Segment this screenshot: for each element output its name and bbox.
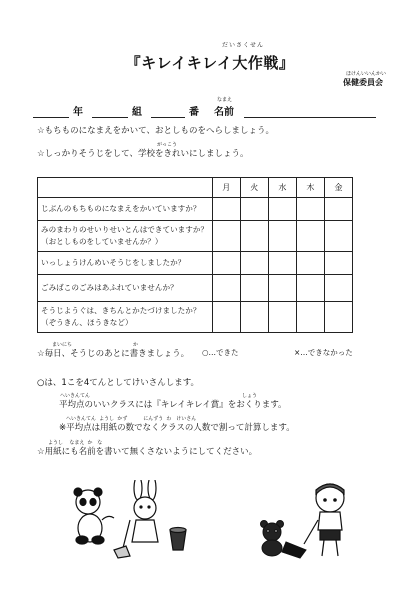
class-blank[interactable] xyxy=(92,105,128,118)
check-cell[interactable] xyxy=(296,302,324,333)
intro-line-1: ☆もちものになまえをかいて、おとしものをへらしましょう。 xyxy=(37,126,274,136)
question-text: そうじようぐは、きちんとかたづけましたか？ xyxy=(41,306,201,315)
name-label: 名前 xyxy=(214,107,234,118)
check-cell[interactable] xyxy=(296,221,324,252)
intro-line-2: ☆しっかりそうじをして、学校をきれいにしましょう。 xyxy=(37,149,249,159)
day-header-wed: 水 xyxy=(268,178,296,198)
check-cell[interactable] xyxy=(212,198,240,221)
check-cell[interactable] xyxy=(212,275,240,302)
daily-ruby-1: まいにち xyxy=(52,342,73,348)
boy-illustration xyxy=(304,484,344,556)
check-cell[interactable] xyxy=(240,198,268,221)
question-text: みのまわりのせいりせいとんはできていますか？ xyxy=(41,225,209,234)
table-row xyxy=(38,252,353,275)
day-header-fri: 金 xyxy=(324,178,352,198)
final-ruby: ようし なまえ か な xyxy=(48,440,103,446)
title-ruby: だいさくせん xyxy=(222,42,265,49)
org-ruby: ほけんいいんかい xyxy=(346,71,387,77)
prize-rule: 平均点のいいクラスには『キレイキレイ賞』をおくります。 xyxy=(59,400,287,410)
legend-not-done: ×…できなかった xyxy=(294,348,353,357)
check-cell[interactable] xyxy=(268,198,296,221)
daily-ruby-2: か xyxy=(133,342,139,348)
final-instruction: ☆用紙にも名前を書いて無くさないようにしてください。 xyxy=(37,447,258,457)
check-cell[interactable] xyxy=(240,275,268,302)
grade-blank[interactable] xyxy=(33,105,69,118)
question-text: じぶんのもちものになまえをかいていますか？ xyxy=(41,204,201,213)
day-header-thu: 木 xyxy=(296,178,324,198)
dustpan-illustration xyxy=(282,542,306,558)
table-row xyxy=(38,198,353,221)
table-header-row xyxy=(38,178,353,198)
check-cell[interactable] xyxy=(324,302,352,333)
bucket-illustration xyxy=(170,528,186,551)
question-header-cell xyxy=(38,178,213,198)
check-cell[interactable] xyxy=(296,275,324,302)
check-cell[interactable] xyxy=(296,252,324,275)
check-cell[interactable] xyxy=(240,252,268,275)
number-blank[interactable] xyxy=(151,105,185,118)
grade-label: 年 xyxy=(73,107,83,118)
legend-done: ○…できた xyxy=(202,348,239,357)
question-subtext: （おとしものをしていませんか？） xyxy=(41,237,163,246)
question-text: ごみばこのごみはあふれていませんか？ xyxy=(41,283,178,292)
day-header-mon: 月 xyxy=(212,178,240,198)
average-note: ※平均点は用紙の数でなくクラスの人数で割って計算します。 xyxy=(59,423,295,433)
check-cell[interactable] xyxy=(324,252,352,275)
check-cell[interactable] xyxy=(268,302,296,333)
check-cell[interactable] xyxy=(268,252,296,275)
check-cell[interactable] xyxy=(240,302,268,333)
cleaning-illustration xyxy=(60,480,360,560)
teddy-bear-illustration xyxy=(261,521,284,557)
intro-ruby: がっこう xyxy=(157,142,178,148)
check-cell[interactable] xyxy=(268,221,296,252)
check-cell[interactable] xyxy=(212,252,240,275)
question-cell xyxy=(38,275,213,302)
class-label: 組 xyxy=(132,107,142,118)
check-cell[interactable] xyxy=(324,221,352,252)
question-cell xyxy=(38,252,213,275)
question-cell xyxy=(38,198,213,221)
question-text: いっしょうけんめいそうじをしましたか？ xyxy=(41,258,186,267)
check-cell[interactable] xyxy=(324,198,352,221)
organization: 保健委員会 xyxy=(343,78,383,87)
panda-illustration xyxy=(74,488,114,544)
day-header-tue: 火 xyxy=(240,178,268,198)
table-row xyxy=(38,275,353,302)
check-cell[interactable] xyxy=(296,198,324,221)
check-cell[interactable] xyxy=(212,302,240,333)
scoring-rule: ○は、1こを4てんとしてけいさんします。 xyxy=(37,378,200,388)
checklist-table xyxy=(37,177,353,333)
name-ruby: なまえ xyxy=(217,97,233,103)
question-cell xyxy=(38,221,213,252)
page-title: 『キレイキレイ大作戦』 xyxy=(125,54,295,72)
check-cell[interactable] xyxy=(324,275,352,302)
daily-instruction: ☆毎日、そうじのあとに書きましょう。 xyxy=(37,349,190,359)
table-row xyxy=(38,302,353,333)
rabbit-illustration xyxy=(114,480,158,558)
table-row xyxy=(38,221,353,252)
prize-ruby-2: しょう xyxy=(242,393,258,399)
question-subtext: （ぞうきん、ほうきなど） xyxy=(41,318,133,327)
name-blank[interactable] xyxy=(244,105,376,118)
number-label: 番 xyxy=(189,107,199,118)
prize-ruby-1: へいきんてん xyxy=(60,393,91,399)
note-ruby: へいきんてん ようし かず にんずう わ けいさん xyxy=(66,416,197,422)
check-cell[interactable] xyxy=(240,221,268,252)
question-cell xyxy=(38,302,213,333)
check-cell[interactable] xyxy=(212,221,240,252)
check-cell[interactable] xyxy=(268,275,296,302)
